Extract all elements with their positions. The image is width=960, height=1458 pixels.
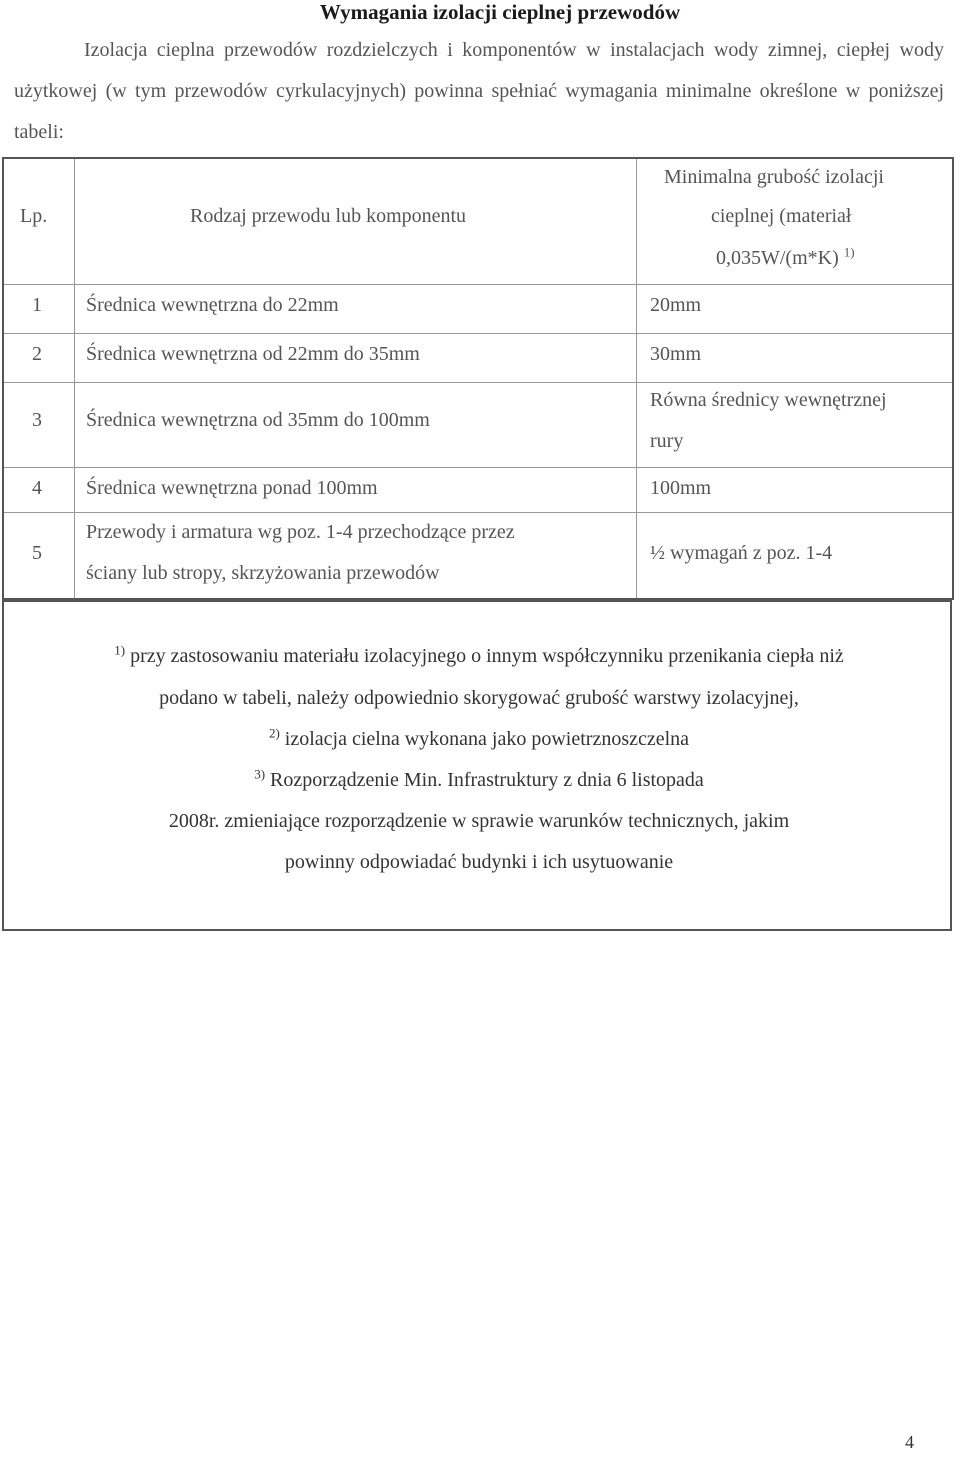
row-type-line1: Przewody i armatura wg poz. 1-4 przechodzące przez bbox=[86, 521, 515, 543]
header-thickness-line3: 0,035W/(m*K) $^{1)}$ bbox=[716, 244, 855, 269]
row-lp: 1 bbox=[32, 294, 42, 316]
header-thickness-line2: cieplnej (materiał bbox=[711, 205, 852, 227]
row-type: Średnica wewnętrzna do 22mm bbox=[86, 294, 339, 316]
row-thickness: 30mm bbox=[650, 343, 702, 365]
row-thickness: 100mm bbox=[650, 477, 712, 499]
footnote-1-line2: podano w tabeli, należy odpowiednio skorygować grubość warstwy izolacyjnej, bbox=[159, 687, 799, 709]
footnote-3-line1: $^{3)}$ Rozporządzenie Min. Infrastruktury z dnia 6 listopada bbox=[254, 766, 704, 791]
insulation-table bbox=[2, 157, 954, 600]
footnote-mark: 1) bbox=[843, 244, 855, 260]
footnote-3-line2: 2008r. zmieniające rozporządzenie w sprawie warunków technicznych, jakim bbox=[168, 810, 790, 832]
row-type-line2: ściany lub stropy, skrzyżowania przewodów bbox=[86, 562, 440, 584]
page-title: Wymagania izolacji cieplnej przewodów bbox=[319, 0, 681, 24]
header-lp: Lp. bbox=[20, 205, 48, 227]
header-thickness-line1: Minimalna grubość izolacji bbox=[664, 166, 884, 188]
header-type: Rodzaj przewodu lub komponentu bbox=[190, 205, 467, 227]
footnote-1-line1: $^{1)}$ przy zastosowaniu materiału izolacyjnego o innym współczynniku przenikania ciepła niż bbox=[114, 642, 844, 667]
row-thickness-line2: rury bbox=[650, 430, 684, 452]
row-type: Średnica wewnętrzna ponad 100mm bbox=[86, 477, 378, 499]
footnote-2: $^{2)}$ izolacja cielna wykonana jako powietrznoszczelna bbox=[268, 725, 690, 750]
row-type: Średnica wewnętrzna od 22mm do 35mm bbox=[86, 343, 420, 365]
footnotes-box bbox=[2, 600, 952, 931]
footnote-mark: 3) bbox=[254, 766, 266, 782]
row-lp: 3 bbox=[32, 409, 42, 431]
row-type: Średnica wewnętrzna od 35mm do 100mm bbox=[86, 409, 430, 431]
footnote-3-line3: powinny odpowiadać budynki i ich usytuowanie bbox=[284, 851, 674, 873]
footnote-mark: 2) bbox=[268, 725, 280, 741]
row-lp: 4 bbox=[32, 477, 42, 499]
row-thickness-line1: Równa średnicy wewnętrznej bbox=[650, 389, 887, 411]
footnote-mark: 1) bbox=[114, 642, 126, 658]
row-thickness: ½ wymagań z poz. 1-4 bbox=[650, 542, 833, 564]
row-lp: 5 bbox=[32, 542, 42, 564]
page-number: 4 bbox=[905, 1432, 914, 1452]
intro-paragraph: Izolacja cieplna przewodów rozdzielczych i komponentów w instalacjach wody zimnej, ciepłej wody użytkowej (w tym przewodów cyrkulacyjnych) powinna spełniać wymagania minimalne określone w poniższej tabeli: bbox=[14, 39, 944, 143]
row-thickness: 20mm bbox=[650, 294, 702, 316]
row-lp: 2 bbox=[32, 343, 42, 365]
